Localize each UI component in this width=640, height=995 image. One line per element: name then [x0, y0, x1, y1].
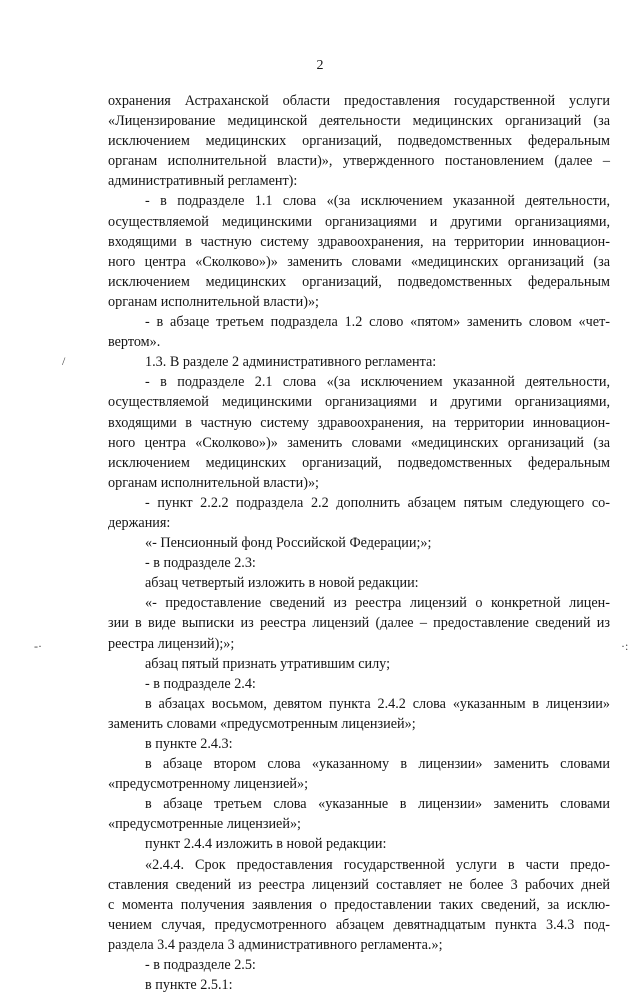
text-line: исключением медицинских организаций, подведомственных федеральным — [108, 273, 610, 290]
text-line: - в подразделе 1.1 слова «(за исключением указанной деятельности, — [145, 193, 610, 210]
text-line: пункт 2.4.4 изложить в новой редакции: — [145, 836, 387, 853]
text-line: органам исполнительной власти)»; — [108, 293, 319, 310]
text-line: заменить словами «предусмотренным лицензией»; — [108, 715, 416, 732]
text-line: административный регламент): — [108, 173, 298, 190]
text-line: исключением медицинских организаций, подведомственных федеральным — [108, 454, 610, 471]
text-line: - в абзаце третьем подраздела 1.2 слово «пятом» заменить словом «чет- — [145, 314, 610, 331]
page-number: 2 — [316, 58, 324, 73]
text-line: охранения Астраханской области предоставления государственной услуги — [108, 93, 610, 109]
text-line: - в подразделе 2.3: — [145, 555, 256, 572]
text-line: «предусмотренному лицензией»; — [108, 776, 309, 793]
scan-mark: / — [62, 354, 66, 368]
text-line: ного центра «Сколково»)» заменить словами «медицинских организаций (за — [108, 253, 610, 270]
text-line: зии в виде выписки из реестра лицензий (далее – предоставление сведений из — [108, 615, 610, 632]
text-line: осуществляемой медицинскими организациями и другими организациями, — [108, 394, 610, 411]
text-line: абзац четвертый изложить в новой редакции: — [145, 575, 419, 592]
text-line: «2.4.4. Срок предоставления государственной услуги в части предо- — [145, 856, 610, 873]
text-line: 1.3. В разделе 2 административного регламента: — [145, 354, 437, 371]
text-line: с момента получения заявления о предоставлении таких сведений, за исклю- — [108, 896, 610, 913]
text-line: держания: — [108, 514, 171, 531]
text-line: «Лицензирование медицинской деятельности медицинских организаций (за — [108, 113, 610, 130]
text-line: в абзаце третьем слова «указанные в лицензии» заменить словами — [145, 796, 610, 813]
text-line: ного центра «Сколково»)» заменить словами «медицинских организаций (за — [108, 434, 610, 451]
text-line: исключением медицинских организаций, подведомственных федеральным — [108, 133, 610, 150]
text-line: осуществляемой медицинскими организациями и другими организациями, — [108, 213, 610, 230]
text-line: в абзаце втором слова «указанному в лицензии» заменить словами — [145, 756, 610, 773]
scan-mark: -· — [34, 639, 42, 653]
text-line: в пункте 2.4.3: — [145, 736, 233, 752]
text-line: входящими в частную систему здравоохранения, на территории инновацион- — [108, 233, 610, 250]
text-line: раздела 3.4 раздела 3 административного регламента.»; — [108, 936, 443, 953]
scan-mark: ·: — [621, 639, 629, 653]
text-line: чением случая, предусмотренного абзацем девятнадцатым пункта 3.4.3 под- — [108, 916, 610, 933]
text-line: «предусмотренные лицензией»; — [108, 816, 301, 833]
text-line: абзац пятый признать утратившим силу; — [145, 655, 391, 672]
text-line: - в подразделе 2.1 слова «(за исключением указанной деятельности, — [145, 374, 610, 391]
text-line: - в подразделе 2.5: — [145, 957, 256, 974]
text-line: реестра лицензий);»; — [108, 635, 235, 652]
text-line: в абзацах восьмом, девятом пункта 2.4.2 слова «указанным в лицензии» — [145, 695, 610, 712]
text-line: органам исполнительной власти)»; — [108, 474, 319, 491]
text-line: «- предоставление сведений из реестра лицензий о конкретной лицен- — [145, 595, 610, 612]
text-line: - в подразделе 2.4: — [145, 675, 256, 692]
document-body — [108, 91, 610, 995]
text-line: ставления сведений из реестра лицензий составляет не более 3 рабочих дней — [108, 876, 610, 893]
text-line: - пункт 2.2.2 подраздела 2.2 дополнить абзацем пятым следующего со- — [145, 494, 610, 511]
text-line: «- Пенсионный фонд Российской Федерации;»; — [145, 535, 432, 552]
text-line: входящими в частную систему здравоохранения, на территории инновацион- — [108, 414, 610, 431]
text-line: органам исполнительной власти)», утвержденного постановлением (далее – — [108, 153, 610, 170]
text-line: вертом». — [108, 334, 161, 351]
text-line: в пункте 2.5.1: — [145, 977, 233, 994]
